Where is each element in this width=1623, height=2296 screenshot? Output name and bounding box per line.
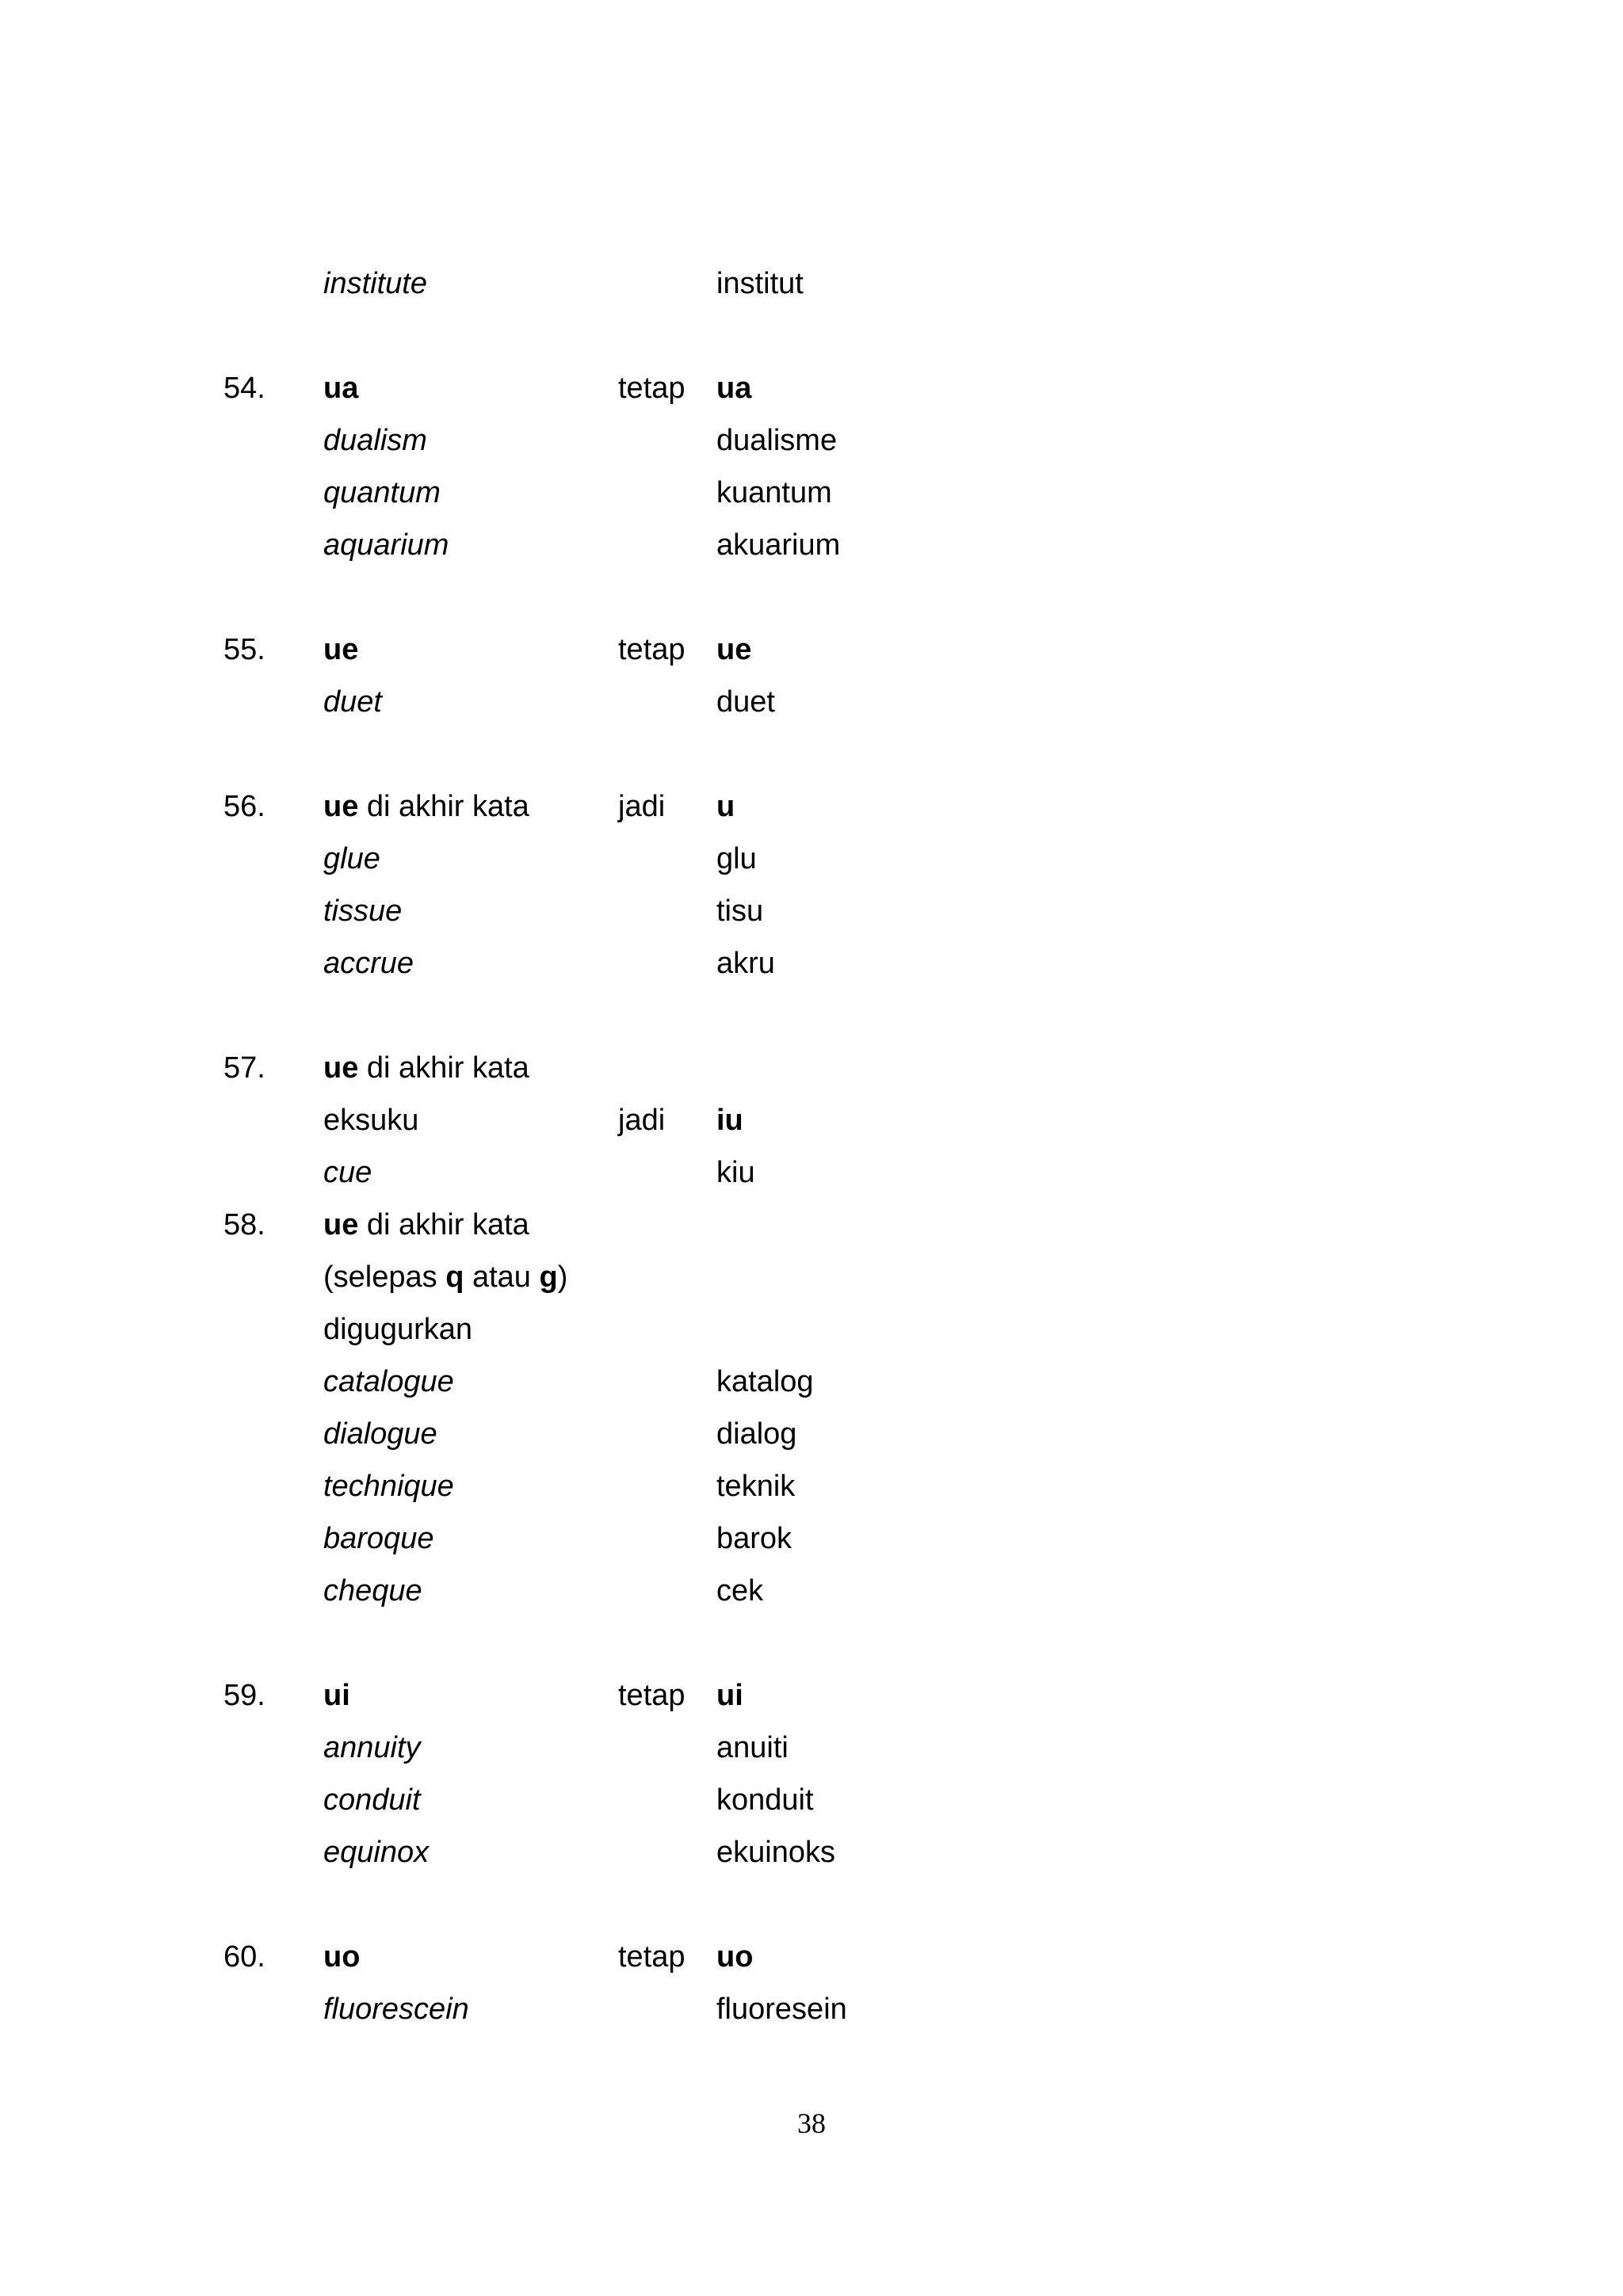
text-run: anuiti [716, 1731, 789, 1764]
source-term [323, 937, 414, 990]
example-row [0, 1774, 1623, 1826]
example-row [0, 885, 1623, 937]
target-term [716, 1722, 789, 1774]
source-term [323, 780, 529, 833]
example-row [0, 1512, 1623, 1565]
text-run: fluoresein [716, 1993, 847, 2026]
text-run: glue [323, 842, 380, 875]
text-run: glu [716, 842, 757, 875]
rule-heading-row [0, 1669, 1623, 1722]
text-run: quantum [323, 476, 441, 509]
text-run: katalog [716, 1365, 814, 1398]
target-term [716, 1408, 796, 1460]
source-term [323, 1146, 372, 1199]
text-run: dialog [716, 1417, 797, 1451]
rule-heading-row [0, 780, 1623, 833]
target-term [716, 833, 757, 885]
text-run: ue [323, 633, 359, 666]
rule-number: 54. [223, 372, 265, 405]
text-run: ue [323, 790, 359, 823]
source-term [323, 676, 382, 728]
text-run: ue [716, 633, 752, 666]
example-row [0, 1565, 1623, 1617]
source-term [323, 833, 380, 885]
source-term [323, 624, 358, 676]
text-run: ui [323, 1679, 350, 1712]
example-row [0, 414, 1623, 467]
source-term [323, 414, 427, 467]
text-run: duet [716, 685, 775, 719]
text-run: cheque [323, 1574, 422, 1608]
text-run: institut [716, 267, 804, 300]
text-run: atau [464, 1261, 540, 1294]
target-term [716, 414, 837, 467]
text-run: barok [716, 1522, 792, 1555]
rule-number: 58. [223, 1208, 265, 1241]
target-term [716, 362, 751, 414]
blank-line [0, 728, 1623, 780]
text-run: tisu [716, 894, 764, 928]
rule-keyword: tetap [618, 1940, 685, 1974]
target-term [716, 1983, 847, 2035]
source-term [323, 467, 441, 519]
text-run: digugurkan [323, 1313, 473, 1346]
text-run: ue [323, 1208, 359, 1241]
rule-keyword: jadi [618, 790, 666, 823]
text-run: iu [716, 1104, 743, 1137]
text-run: u [716, 790, 735, 823]
rule-heading-row [0, 1042, 1623, 1094]
example-row [0, 1146, 1623, 1199]
text-run: ua [716, 372, 752, 405]
source-term [323, 1042, 529, 1094]
text-run: technique [323, 1470, 454, 1503]
source-term [323, 1774, 421, 1826]
target-term [716, 624, 751, 676]
text-run: dialogue [323, 1417, 437, 1451]
source-term [323, 1356, 454, 1408]
blank-line [0, 310, 1623, 362]
example-row [0, 833, 1623, 885]
text-run: q [445, 1261, 464, 1294]
text-run: (selepas [323, 1261, 446, 1294]
text-run: di akhir kata [358, 1051, 529, 1085]
text-run: dualisme [716, 424, 838, 457]
target-term [716, 1826, 835, 1878]
text-run: equinox [323, 1836, 430, 1869]
text-run: ue [323, 1051, 359, 1085]
example-row [0, 937, 1623, 990]
rule-keyword: tetap [618, 1679, 685, 1712]
text-run: g [539, 1261, 558, 1294]
target-term [716, 885, 763, 937]
text-run: duet [323, 685, 382, 719]
text-run: teknik [716, 1470, 796, 1503]
source-term [323, 362, 358, 414]
example-row [0, 1722, 1623, 1774]
target-term [716, 1931, 753, 1983]
source-term [323, 1199, 529, 1251]
source-term [323, 1983, 469, 2035]
rule-heading-row [0, 624, 1623, 676]
text-run: ua [323, 372, 359, 405]
example-row [0, 1094, 1623, 1146]
example-row [0, 1408, 1623, 1460]
text-run: dualism [323, 424, 427, 457]
example-row [0, 1983, 1623, 2035]
text-run: akuarium [716, 528, 841, 562]
rule-number: 55. [223, 633, 265, 666]
text-run: fluorescein [323, 1993, 469, 2026]
blank-line [0, 990, 1623, 1042]
example-row [0, 1356, 1623, 1408]
text-run: di akhir kata [358, 1208, 529, 1241]
text-run: kiu [716, 1156, 755, 1189]
source-term [323, 1408, 437, 1460]
rule-number: 59. [223, 1679, 265, 1712]
source-term [323, 1512, 433, 1565]
example-row [0, 1251, 1623, 1303]
text-run: institute [323, 267, 427, 300]
source-term [323, 1931, 360, 1983]
text-run: ui [716, 1679, 743, 1712]
target-term [716, 676, 775, 728]
source-term [323, 885, 402, 937]
target-term [716, 1146, 755, 1199]
rule-heading-row [0, 1931, 1623, 1983]
text-run: catalogue [323, 1365, 454, 1398]
source-term [323, 1826, 429, 1878]
example-row [0, 1303, 1623, 1356]
blank-line [0, 1878, 1623, 1931]
example-row [0, 467, 1623, 519]
source-term [323, 1722, 421, 1774]
target-term [716, 780, 735, 833]
text-run: annuity [323, 1731, 421, 1764]
example-row [0, 1826, 1623, 1878]
text-run: uo [323, 1940, 361, 1974]
target-term [716, 519, 840, 571]
text-run: cue [323, 1156, 372, 1189]
source-term [323, 1303, 472, 1356]
source-term [323, 257, 427, 310]
text-run: conduit [323, 1783, 421, 1817]
rule-heading-row [0, 1199, 1623, 1251]
text-run: tissue [323, 894, 403, 928]
target-term [716, 1356, 814, 1408]
target-term [716, 1512, 792, 1565]
target-term [716, 937, 775, 990]
example-row [0, 676, 1623, 728]
text-run: akru [716, 947, 775, 980]
example-row [0, 519, 1623, 571]
text-run: ekuinoks [716, 1836, 835, 1869]
target-term [716, 1565, 763, 1617]
text-run: di akhir kata [358, 790, 529, 823]
source-term [323, 1251, 567, 1303]
text-run: eksuku [323, 1104, 419, 1137]
rule-number: 57. [223, 1051, 265, 1085]
rule-keyword: tetap [618, 372, 685, 405]
blank-line [0, 1617, 1623, 1669]
text-run: aquarium [323, 528, 449, 562]
source-term [323, 519, 449, 571]
text-run: konduit [716, 1783, 814, 1817]
text-run: uo [716, 1940, 754, 1974]
text-run: kuantum [716, 476, 832, 509]
blank-line [0, 571, 1623, 624]
text-run: accrue [323, 947, 414, 980]
page-number: 38 [797, 2107, 826, 2139]
rule-number: 56. [223, 790, 265, 823]
target-term [716, 1460, 795, 1512]
target-term [716, 467, 832, 519]
rule-keyword: tetap [618, 633, 685, 666]
target-term [716, 1669, 743, 1722]
text-run: ) [557, 1261, 568, 1294]
source-term [323, 1094, 418, 1146]
source-term [323, 1669, 350, 1722]
rule-number: 60. [223, 1940, 265, 1974]
text-run: baroque [323, 1522, 434, 1555]
rule-keyword: jadi [618, 1104, 666, 1137]
target-term [716, 1774, 814, 1826]
example-row [0, 1460, 1623, 1512]
source-term [323, 1460, 454, 1512]
target-term [716, 257, 804, 310]
example-row [0, 257, 1623, 310]
text-run: cek [716, 1574, 764, 1608]
source-term [323, 1565, 422, 1617]
rule-heading-row [0, 362, 1623, 414]
target-term [716, 1094, 743, 1146]
